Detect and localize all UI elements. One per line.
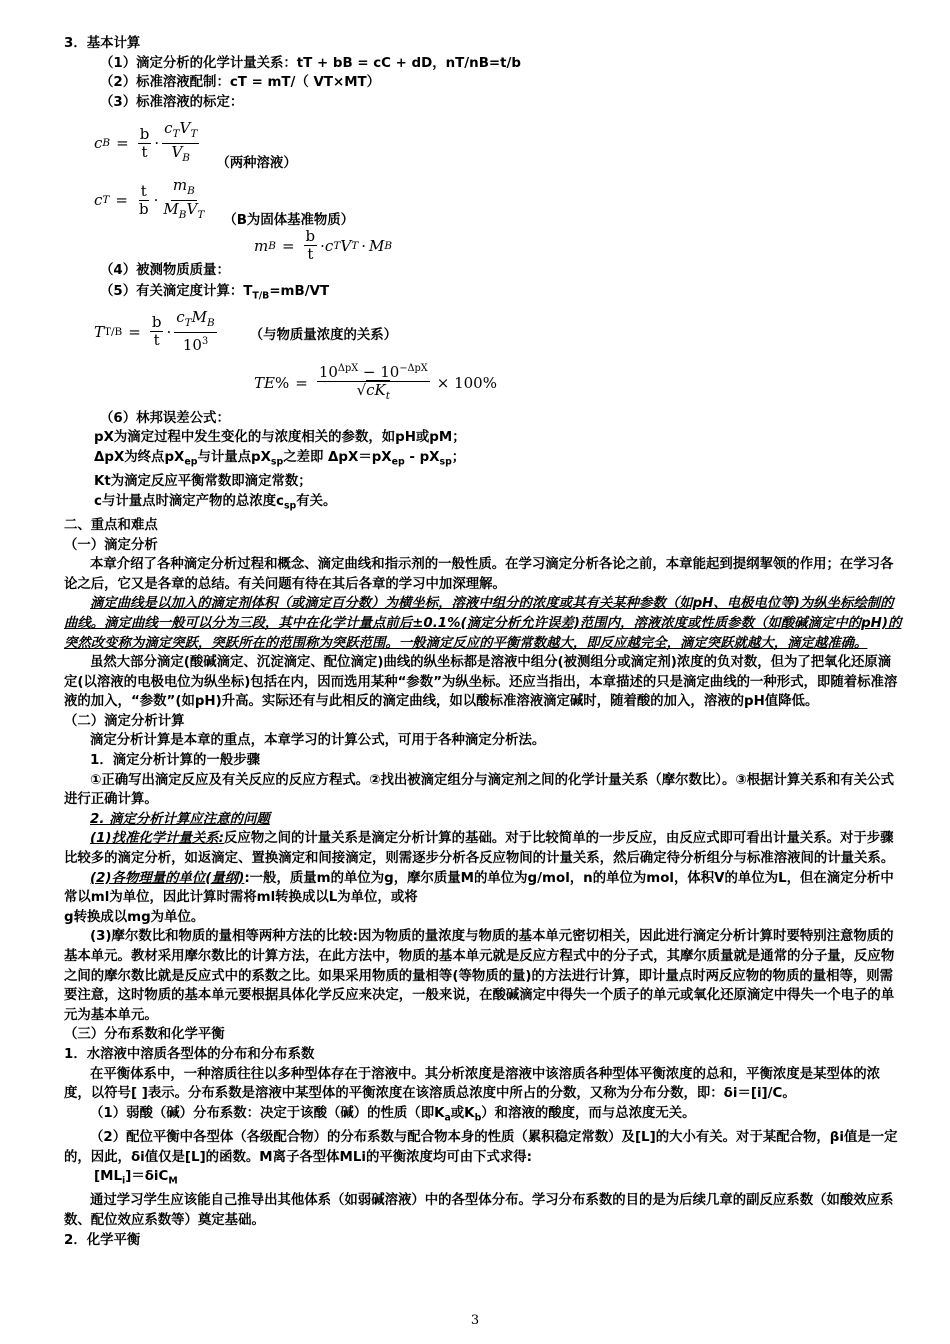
paragraph-curve-ordinate: 虽然大部分滴定(酸碱滴定、沉淀滴定、配位滴定)曲线的纵坐标都是溶液中组分(被测组分或滴定剂)浓度的负对数，但为了把氧化还原滴定(以溶液的电极电位为纵坐标)包括在内，因而选用某种“参数”为纵坐标。还应当指出，本章描述的只是滴定曲线的一种形式，即随着标准溶液的加入，“参数”(如pH)升高。实际还有与此相反的滴定曲线，如以酸标准溶液滴定碱时，随着酸的加入，溶液的pH值降低。 — [64, 655, 898, 710]
paragraph-weak-acid: （1）弱酸（碱）分布系数：决定于该酸（碱）的性质（即$K_a$或$K_b$）和溶液的酸度，而与总浓度无关。 — [90, 1105, 696, 1124]
paragraph-purpose: 通过学习学生应该能自己推导出其他体系（如弱碱溶液）中的各型体分布。学习分布系数的目的是为后续几章的副反应系数（如酸效应系数、配位效应系数等）奠定基础。 — [64, 1193, 894, 1229]
std-solution-calibration-line: （3）标准溶液的标定： — [100, 94, 244, 110]
paragraph-units-cont: g转换成以mg为单位。 — [64, 909, 205, 925]
paragraph-calc-intro: 滴定分析计算是本章的重点，本章学习的计算公式，可用于各种滴定分析法。 — [90, 733, 546, 749]
def-c: c与计量点时滴定产物的总浓度$c_{sp}$有关。 — [94, 493, 337, 512]
part-heading-key-points: 二、重点和难点 — [64, 517, 158, 533]
paragraph-stoich-relation: (1)找准化学计量关系:反应物之间的计量关系是滴定分析计算的基础。对于比较简单的一步反应，由反应式即可看出计量关系。对于步骤比较多的滴定分析，如返滴定、置换滴定和间接滴定，则需逐步分析各反应物间的计量关系，然后确定待分析组分与标准溶液间的计量关系。 — [64, 831, 895, 867]
paragraph-intro: 本章介绍了各种滴定分析过程和概念、滴定曲线和指示剂的一般性质。在学习滴定分析各论之前，本章能起到提纲挈领的作用；在学习各论之后，它又是各章的总结。有关问题有待在其后各章的学习中加深理解。 — [64, 557, 894, 592]
heading-distribution-coeff: 1．水溶液中溶质各型体的分布和分布系数 — [64, 1046, 315, 1062]
page-number: 3 — [470, 1313, 480, 1328]
heading-notes: 2. 滴定分析计算应注意的问题 — [90, 811, 270, 827]
formula-ringbom-error: TE % = $\frac{10^{\Delta pX} - 10^{-\Delta pX}}{√cK_t}$ × 100% — [254, 357, 902, 409]
formula-mb: m B = $\frac{b}{t}$ · c T V T · M B — [254, 227, 393, 264]
measured-mass-block — [64, 228, 902, 282]
paragraph-complex: （2）配位平衡中各型体（各级配合物）的分布系数与配合物本身的性质（累积稳定常数）及[L]的大小有关。对于某配合物，βi值是一定的，因此，δi值仅是[L]的函数。M离子各型体MLi的平衡浓度均可由下式求得: — [64, 1130, 898, 1165]
paragraph-distribution: 在平衡体系中，一种溶质往往以多种型体存在于溶液中。其分析浓度是溶液中该溶质各种型体平衡浓度的总和，平衡浓度是某型体的浓度，以符号[ ]表示。分布系数是溶液中某型体的平衡浓度在该溶质总浓度中所占的分数，又称为分布分数，即：δi＝[i]/C。 — [64, 1066, 881, 1102]
heading-chemical-equilibrium: 2．化学平衡 — [64, 1232, 141, 1248]
formula-cb: c B = $\frac{b}{t}$ · $\frac{c_TV_T}{V_B}$ （两种溶液） — [94, 118, 297, 171]
titer-calc-line: （5）有关滴定度计算：$T_{T/B}=mB/VT$ — [100, 284, 330, 303]
def-kt: Kt为滴定反应平衡常数即滴定常数； — [94, 474, 312, 490]
stoich-relation-line: （1）滴定分析的化学计量关系：tT + bB = cC + dD，nT/nB=t/b — [100, 55, 521, 71]
formula-mli: $[ML_i]=\delta iC_M$ — [94, 1169, 178, 1187]
document-body — [64, 34, 902, 1250]
paragraph-titration-curve: 滴定曲线是以加入的滴定剂体积（或滴定百分数）为横坐标，溶液中组分的浓度或其有关某种参数（如pH、电极电位等)为纵坐标绘制的曲线。滴定曲线一般可以分为三段，其中在化学计量点前后±0.1%(滴定分析允许误差)范围内，溶液浓度或性质参数（如酸碱滴定中的pH)的突然改变称为滴定突跃，突跃所在的范围称为突跃范围。一般滴定反应的平衡常数越大，即反应越完全，滴定突跃就越大，滴定越准确。 — [64, 596, 902, 651]
ringbom-line: （6）林邦误差公式： — [100, 410, 230, 426]
subsection-heading-calc: （二）滴定分析计算 — [64, 713, 185, 729]
paragraph-units: (2)各物理量的单位(量纲):一般，质量m的单位为g，摩尔质量M的单位为g/mol，n的单位为mol，体积V的单位为L，但在滴定分析中常以ml为单位，因此计算时需将ml转换成以L为单位，或将 — [64, 870, 894, 906]
def-delta-px: ΔpX为终点$pX_{ep}$与计量点$pX_{sp}$之差即 $\Delta pX=pX_{ep} - pX_{sp}$； — [94, 449, 466, 468]
heading-general-steps: 1．滴定分析计算的一般步骤 — [90, 753, 261, 769]
paragraph-mole-ratio: (3)摩尔数比和物质的量相等两种方法的比较:因为物质的量浓度与物质的基本单元密切相关，因此进行滴定分析计算时要特别注意物质的基本单元。教材采用摩尔数比的计算方法，在此方法中，物质的基本单元就是反应方程式中的分子式，其摩尔质量就是通常的分子量，反应物之间的摩尔数比就是反应式中的系数之比。如果采用物质的量相等(等物质的量)的方法进行计算，即计量点时两反应物的物质的量相等，则需要注意，这时物质的基本单元要根据具体化学反应来决定，一般来说，在酸碱滴定中得失一个质子的单元或氧化还原滴定中得失一个电子的单元为基本单元。 — [64, 929, 895, 1023]
formula-ct: c T = $\frac{t}{b}$ · $\frac{m_B}{M_BV_T}$ （B为固体基准物质） — [94, 175, 355, 228]
note-two-solutions: （两种溶液） — [216, 155, 297, 171]
note-solid-standard: （B为固体基准物质） — [223, 212, 355, 228]
measured-mass-line: （4）被测物质质量： — [100, 263, 230, 279]
std-solution-prep-line: （2）标准溶液配制：cT = mT/（ VT×MT） — [100, 75, 381, 91]
section-heading-basic-calc: 3．基本计算 — [64, 36, 141, 51]
subsection-heading-titration: （一）滴定分析 — [64, 537, 158, 553]
paragraph-steps: ①正确写出滴定反应及有关反应的反应方程式。②找出被滴定组分与滴定剂之间的化学计量关系（摩尔数比）。③根据计算关系和有关公式进行正确计算。 — [64, 772, 894, 808]
def-px: pX为滴定过程中发生变化的与浓度相关的参数，如pH或pM； — [94, 430, 466, 446]
formula-titer: T T/B = $\frac{b}{t}$ · $\frac{c_TM_B}{10^3}$ （与物质量浓度的关系） — [94, 308, 398, 355]
note-conc-relation: （与物质量浓度的关系） — [249, 328, 398, 344]
subsection-heading-distribution: （三）分布系数和化学平衡 — [64, 1027, 225, 1043]
